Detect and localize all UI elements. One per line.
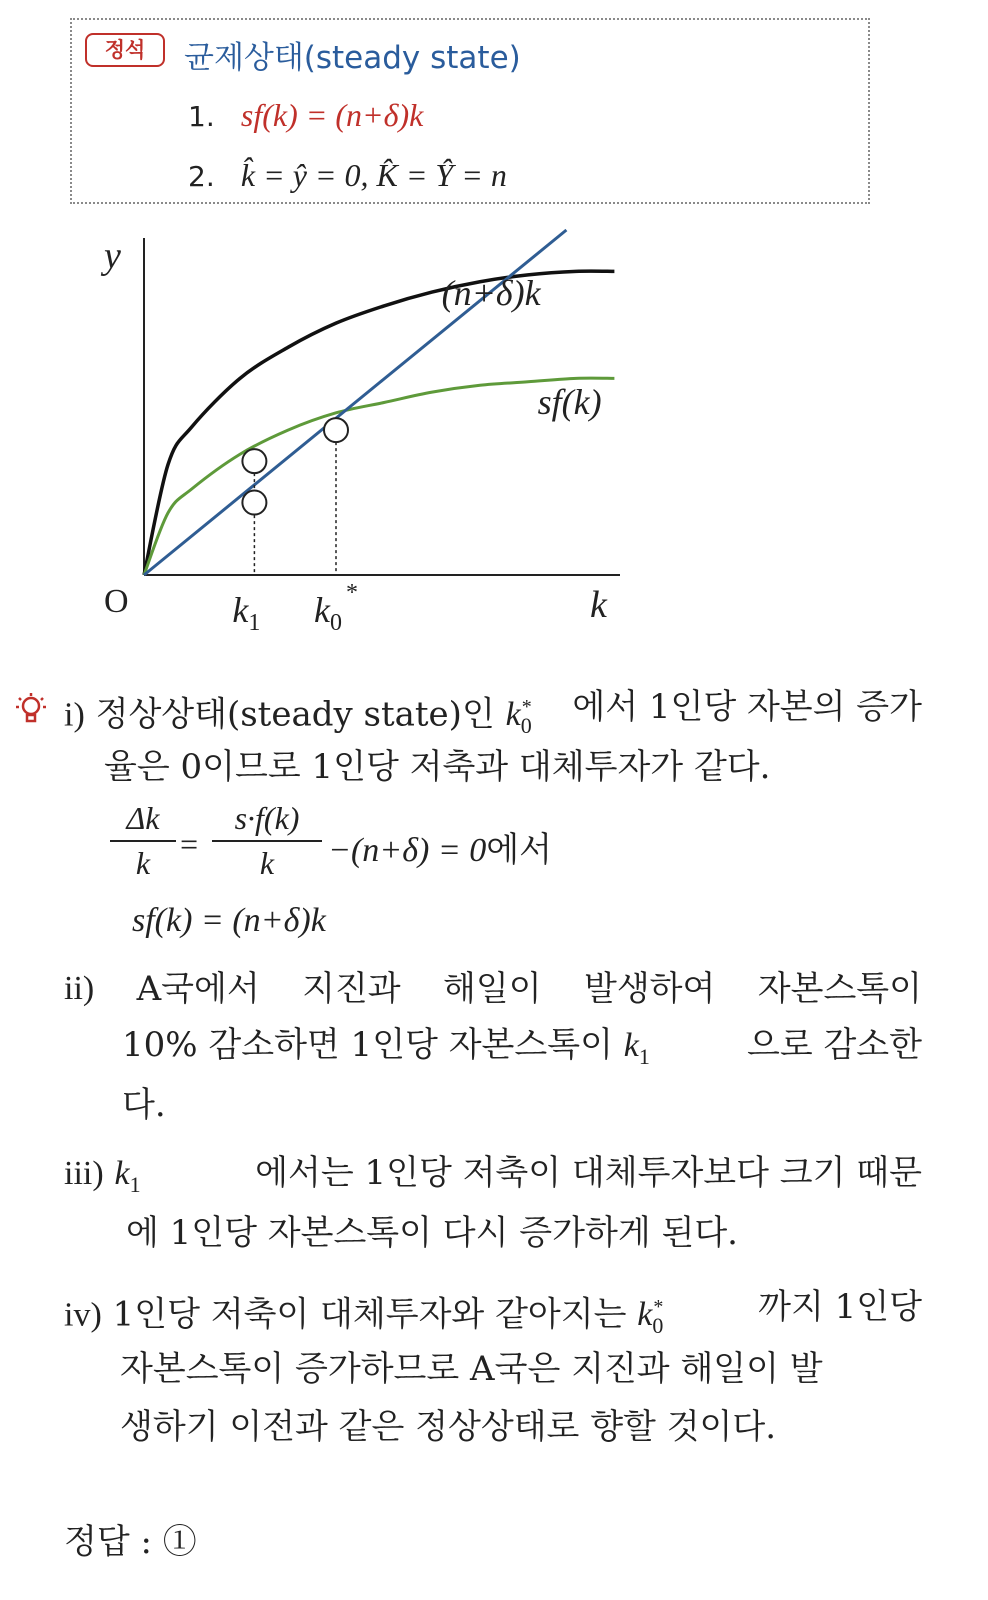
k0-star-inline: $k_0^*$ xyxy=(505,696,532,739)
series-label--n-k: (n+δ)k xyxy=(441,273,541,313)
para-iv-line1: iv) 1인당 저축이 대체투자와 같아지는 $k_0^*$ 까지 1인당 xyxy=(64,1287,922,1339)
para-ii-line3: 다. xyxy=(122,1085,166,1125)
answer-value: ① xyxy=(162,1522,197,1562)
eq2: sf(k) = (n+δ)k xyxy=(132,902,326,939)
point-k1-on-sf xyxy=(242,449,266,473)
jeongseok-badge: 정석 xyxy=(85,33,165,67)
point-k0-steady-state xyxy=(324,418,348,442)
formula-line-1: 1. sf(k) = (n+δ)k xyxy=(188,97,424,133)
para-iii-line2: 에 1인당 자본스톡이 다시 증가하게 된다. xyxy=(126,1213,738,1253)
formula-1: sf(k) = (n+δ)k xyxy=(240,97,424,133)
k1-inline: $k_1$ xyxy=(623,1027,650,1069)
frac-sf-k: s·f(k) k xyxy=(212,800,322,882)
para-i-line1: i) 정상상태(steady state)인 $k_0^*$ 에서 1인당 자본의 증가 xyxy=(64,687,922,739)
tick-label-k0-star-star: * xyxy=(346,580,358,606)
formula-2: k̂ = ŷ = 0, K̂ = Ŷ = n xyxy=(240,157,507,193)
box-title: 균제상태(steady state) xyxy=(184,40,521,76)
para-iv-line2: 자본스톡이 증가하므로 A국은 지진과 해일이 발 xyxy=(120,1349,823,1389)
series-f-k- xyxy=(144,271,614,575)
eq1-tail: −(n+δ) = 0에서 xyxy=(328,830,552,870)
frac-delta-k: Δk k xyxy=(110,800,176,882)
para-iii-line1: iii) $k_1$ 에서는 1인당 저축이 대체투자보다 크기 때문 xyxy=(64,1153,922,1197)
point-k1-on-line xyxy=(242,491,266,515)
answer: 정답 : ① xyxy=(64,1522,197,1562)
hint-bulb-icon xyxy=(16,693,46,729)
tick-label-k0-star: $k_0$ xyxy=(314,590,342,636)
para-ii-line1: ii) A국에서 지진과 해일이 발생하여 자본스톡이 xyxy=(64,969,922,1009)
y-axis-label: y xyxy=(104,235,121,277)
origin-label: O xyxy=(104,583,129,620)
formula-line-2: 2. k̂ = ŷ = 0, K̂ = Ŷ = n xyxy=(188,157,507,193)
tick-label-k1: $k_1$ xyxy=(232,590,261,636)
para-i-line2: 율은 0이므로 1인당 저축과 대체투자가 같다. xyxy=(104,747,771,787)
x-axis-label: k xyxy=(590,584,607,626)
series-label-sf-k-: sf(k) xyxy=(537,382,602,422)
para-ii-line2: 10% 감소하면 1인당 자본스톡이 $k_1$ 으로 감소한 xyxy=(122,1025,922,1069)
solow-growth-chart xyxy=(0,0,988,660)
para-iv-line3: 생하기 이전과 같은 정상상태로 향할 것이다. xyxy=(120,1407,777,1447)
